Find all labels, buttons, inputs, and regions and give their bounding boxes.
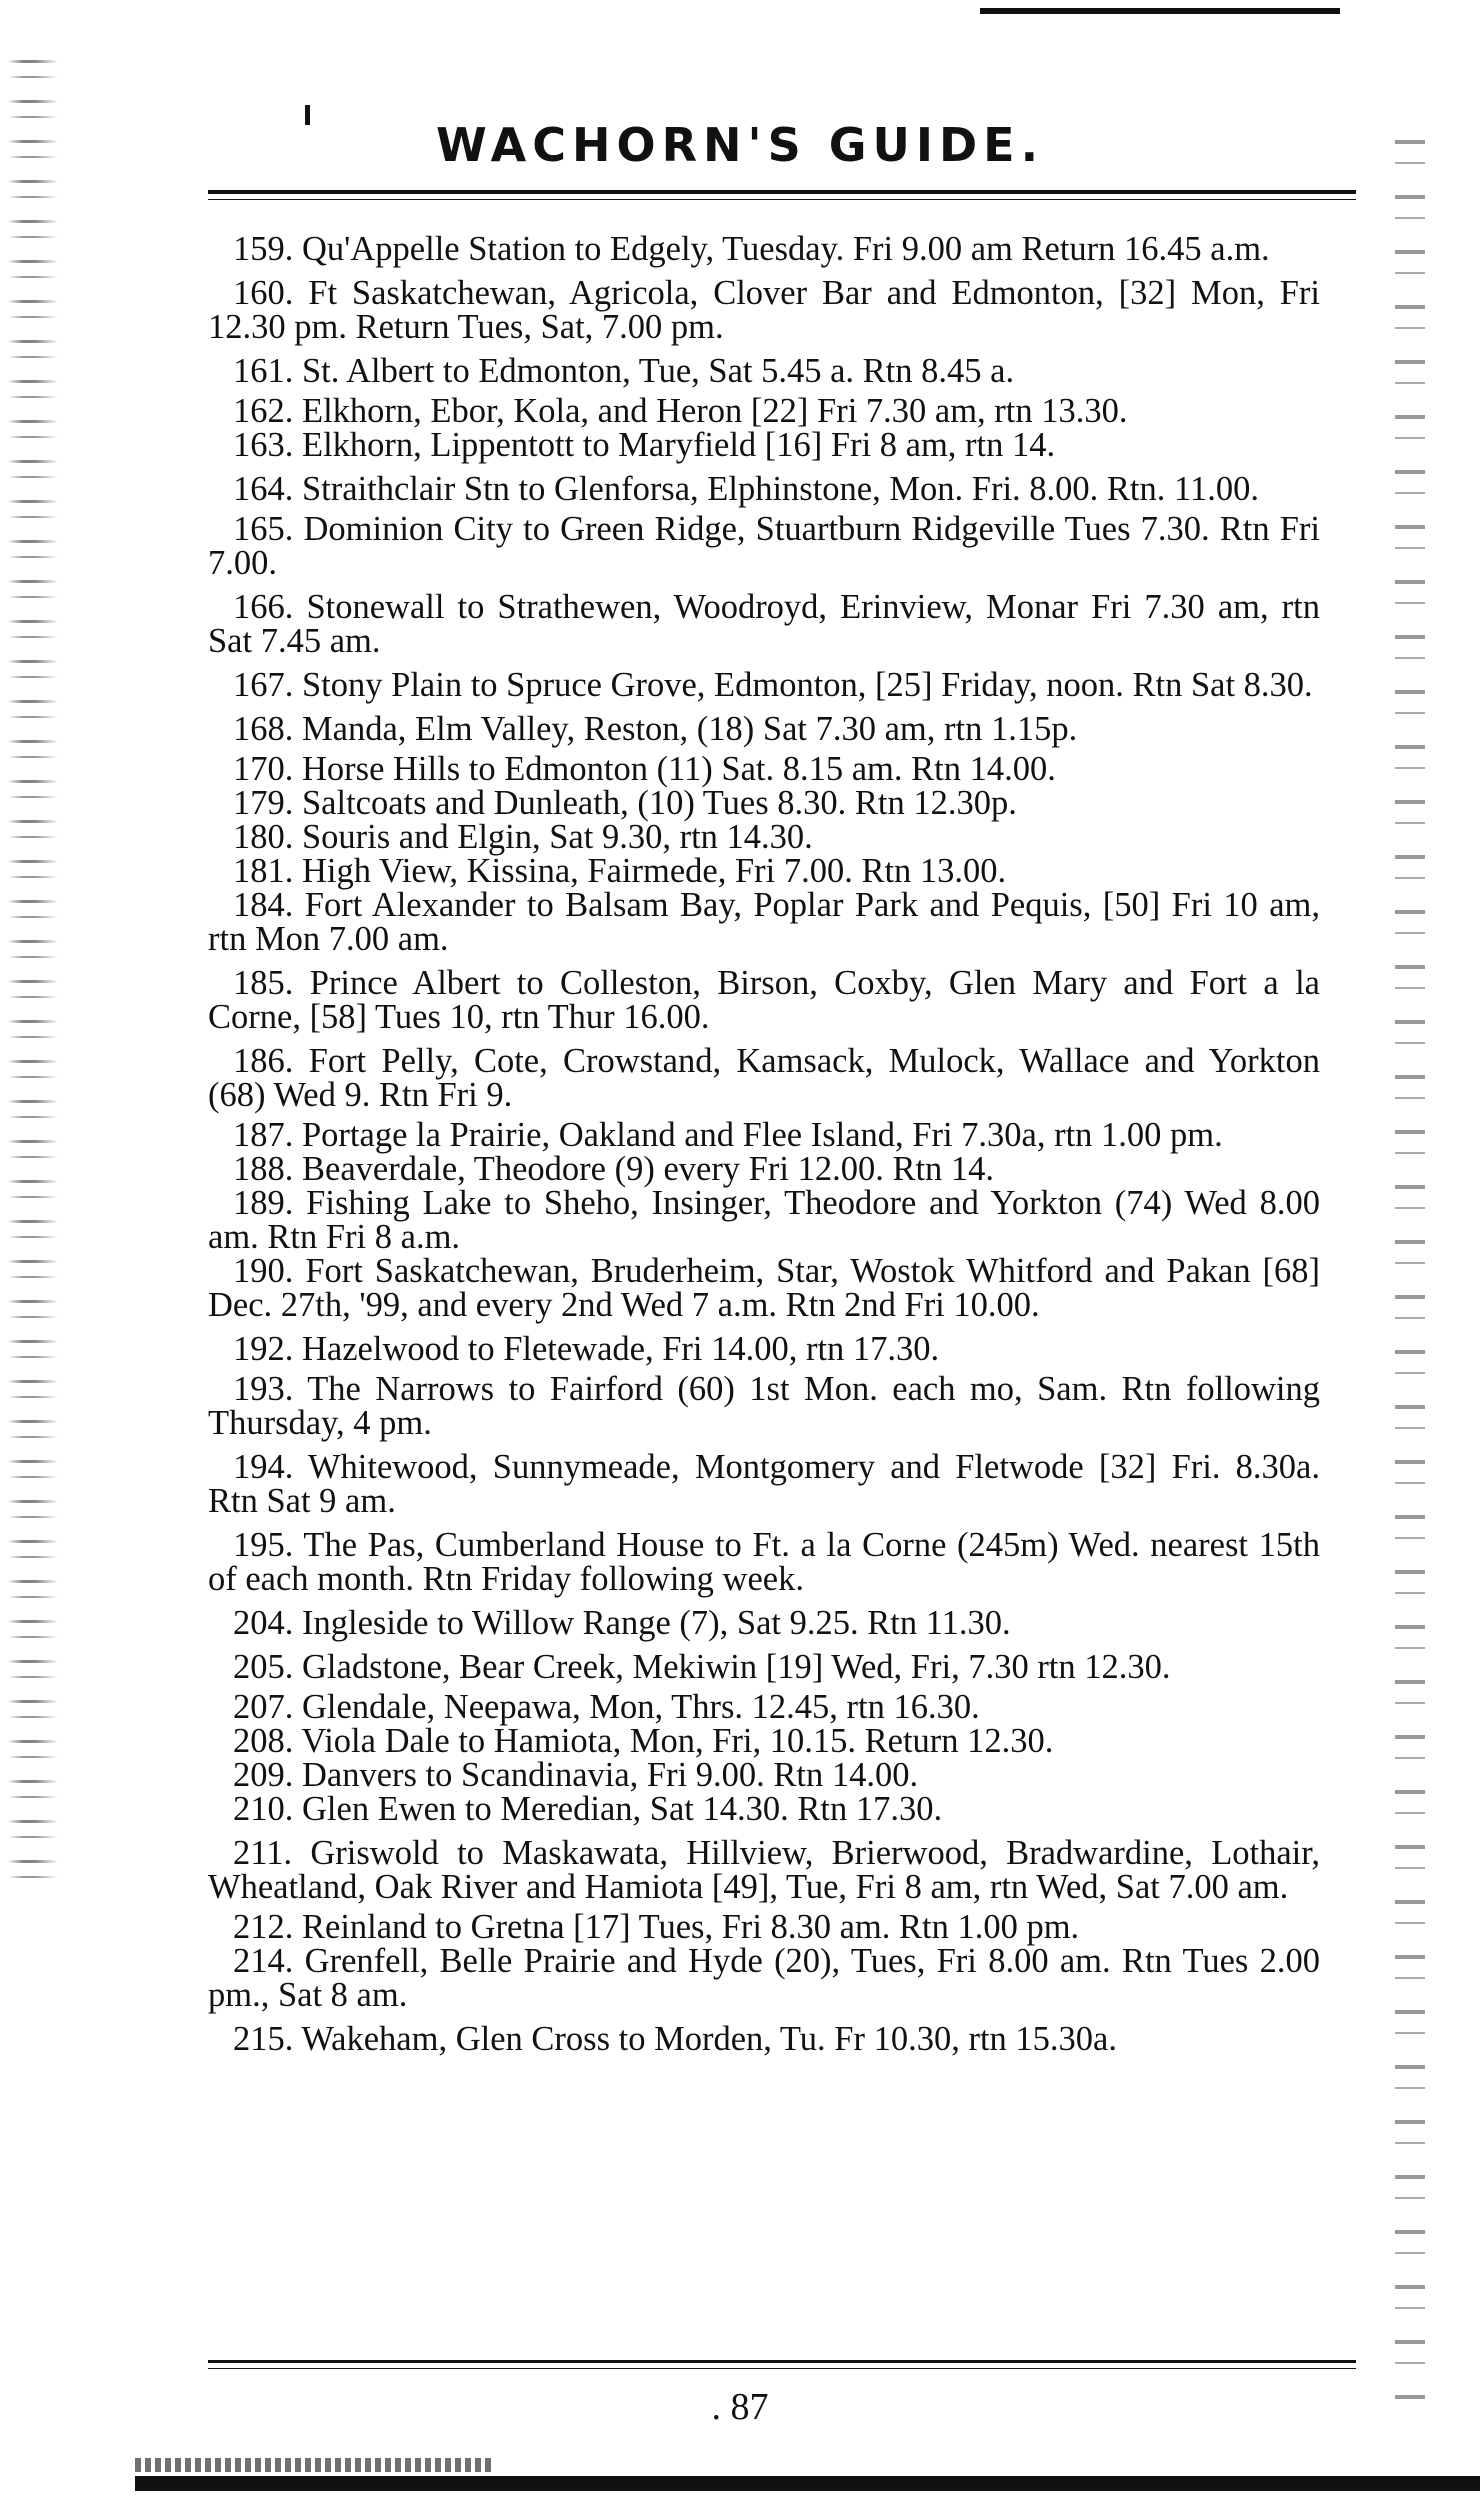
- route-entry: 170. Horse Hills to Edmonton (11) Sat. 8.15 am. Rtn 14.00.: [233, 750, 1056, 788]
- page-title: WACHORN'S GUIDE.: [435, 118, 1045, 172]
- route-entry: 162. Elkhorn, Ebor, Kola, and Heron [22] Fri 7.30 am, rtn 13.30.: [233, 392, 1128, 430]
- route-entry: 193. The Narrows to Fairford (60) 1st Mon. each mo, Sam. Rtn following Thursday, 4 pm.: [208, 1370, 1320, 1442]
- route-entry: 161. St. Albert to Edmonton, Tue, Sat 5.45 a. Rtn 8.45 a.: [233, 352, 1015, 390]
- route-entry: 192. Hazelwood to Fletewade, Fri 14.00, rtn 17.30.: [233, 1330, 940, 1368]
- route-entry: 184. Fort Alexander to Balsam Bay, Poplar Park and Pequis, [50] Fri 10 am, rtn Mon 7.00 am.: [208, 886, 1320, 958]
- route-entry: 210. Glen Ewen to Meredian, Sat 14.30. Rtn 17.30.: [233, 1790, 943, 1828]
- route-entry: 204. Ingleside to Willow Range (7), Sat 9.25. Rtn 11.30.: [233, 1604, 1011, 1642]
- footer-rule-thick: [208, 2360, 1356, 2363]
- route-entry: 180. Souris and Elgin, Sat 9.30, rtn 14.30.: [233, 818, 813, 856]
- route-entry: 165. Dominion City to Green Ridge, Stuartburn Ridgeville Tues 7.30. Rtn Fri 7.00.: [208, 510, 1320, 582]
- route-entry: 181. High View, Kissina, Fairmede, Fri 7.00. Rtn 13.00.: [233, 852, 1007, 890]
- page-number: . 87: [711, 2386, 769, 2428]
- top-edge-rule: [980, 8, 1340, 14]
- right-scan-margin: [1395, 140, 1425, 2400]
- bottom-scan-band: [135, 2470, 1480, 2500]
- route-entry: 207. Glendale, Neepawa, Mon, Thrs. 12.45, rtn 16.30.: [233, 1688, 980, 1726]
- left-scan-margin: [8, 60, 58, 1880]
- route-entry: 194. Whitewood, Sunnymeade, Montgomery and Fletwode [32] Fri. 8.30a. Rtn Sat 9 am.: [208, 1448, 1320, 1520]
- route-entry: 208. Viola Dale to Hamiota, Mon, Fri, 10.15. Return 12.30.: [233, 1722, 1054, 1760]
- footer-rule-thin: [208, 2368, 1356, 2369]
- route-entry: 168. Manda, Elm Valley, Reston, (18) Sat 7.30 am, rtn 1.15p.: [233, 710, 1078, 748]
- route-entry: 164. Straithclair Stn to Glenforsa, Elphinstone, Mon. Fri. 8.00. Rtn. 11.00.: [233, 470, 1259, 508]
- route-entry: 189. Fishing Lake to Sheho, Insinger, Theodore and Yorkton (74) Wed 8.00 am. Rtn Fri 8 a.m.: [208, 1184, 1320, 1256]
- route-entry: 166. Stonewall to Strathewen, Woodroyd, Erinview, Monar Fri 7.30 am, rtn Sat 7.45 am.: [208, 588, 1320, 660]
- route-entry: 167. Stony Plain to Spruce Grove, Edmonton, [25] Friday, noon. Rtn Sat 8.30.: [233, 666, 1313, 704]
- route-entry: 190. Fort Saskatchewan, Bruderheim, Star, Wostok Whitford and Pakan [68] Dec. 27th, '99, and every 2nd Wed 7 a.m. Rtn 2nd Fri 10.00.: [208, 1252, 1320, 1324]
- route-entry: 195. The Pas, Cumberland House to Ft. a la Corne (245m) Wed. nearest 15th of each month. Rtn Friday following week.: [208, 1526, 1320, 1598]
- route-entry: 205. Gladstone, Bear Creek, Mekiwin [19] Wed, Fri, 7.30 rtn 12.30.: [233, 1648, 1171, 1686]
- route-entry: 187. Portage la Prairie, Oakland and Flee Island, Fri 7.30a, rtn 1.00 pm.: [233, 1116, 1223, 1154]
- header-rule-thick: [208, 190, 1356, 194]
- route-entry: 211. Griswold to Maskawata, Hillview, Brierwood, Bradwardine, Lothair, Wheatland, Oak River and Hamiota [49], Tue, Fri 8 am, rtn Wed, Sat 7.00 am.: [208, 1834, 1320, 1906]
- route-entry: 215. Wakeham, Glen Cross to Morden, Tu. Fr 10.30, rtn 15.30a.: [233, 2020, 1117, 2058]
- route-entry: 159. Qu'Appelle Station to Edgely, Tuesday. Fri 9.00 am Return 16.45 a.m.: [233, 230, 1270, 268]
- route-entry: 179. Saltcoats and Dunleath, (10) Tues 8.30. Rtn 12.30p.: [233, 784, 1017, 822]
- route-entry: 212. Reinland to Gretna [17] Tues, Fri 8.30 am. Rtn 1.00 pm.: [233, 1908, 1080, 1946]
- route-entry: 188. Beaverdale, Theodore (9) every Fri 12.00. Rtn 14.: [233, 1150, 995, 1188]
- route-entry: 186. Fort Pelly, Cote, Crowstand, Kamsack, Mulock, Wallace and Yorkton (68) Wed 9. Rtn Fri 9.: [208, 1042, 1320, 1114]
- header-rule-thin: [208, 199, 1356, 200]
- route-entry: 185. Prince Albert to Colleston, Birson, Coxby, Glen Mary and Fort a la Corne, [58] Tues 10, rtn Thur 16.00.: [208, 964, 1320, 1036]
- route-list: [208, 232, 1320, 2062]
- route-entry: 163. Elkhorn, Lippentott to Maryfield [16] Fri 8 am, rtn 14.: [233, 426, 1056, 464]
- route-entry: 160. Ft Saskatchewan, Agricola, Clover Bar and Edmonton, [32] Mon, Fri 12.30 pm. Return Tues, Sat, 7.00 pm.: [208, 274, 1320, 346]
- route-entry: 214. Grenfell, Belle Prairie and Hyde (20), Tues, Fri 8.00 am. Rtn Tues 2.00 pm., Sat 8 am.: [208, 1942, 1320, 2014]
- route-entry: 209. Danvers to Scandinavia, Fri 9.00. Rtn 14.00.: [233, 1756, 919, 1794]
